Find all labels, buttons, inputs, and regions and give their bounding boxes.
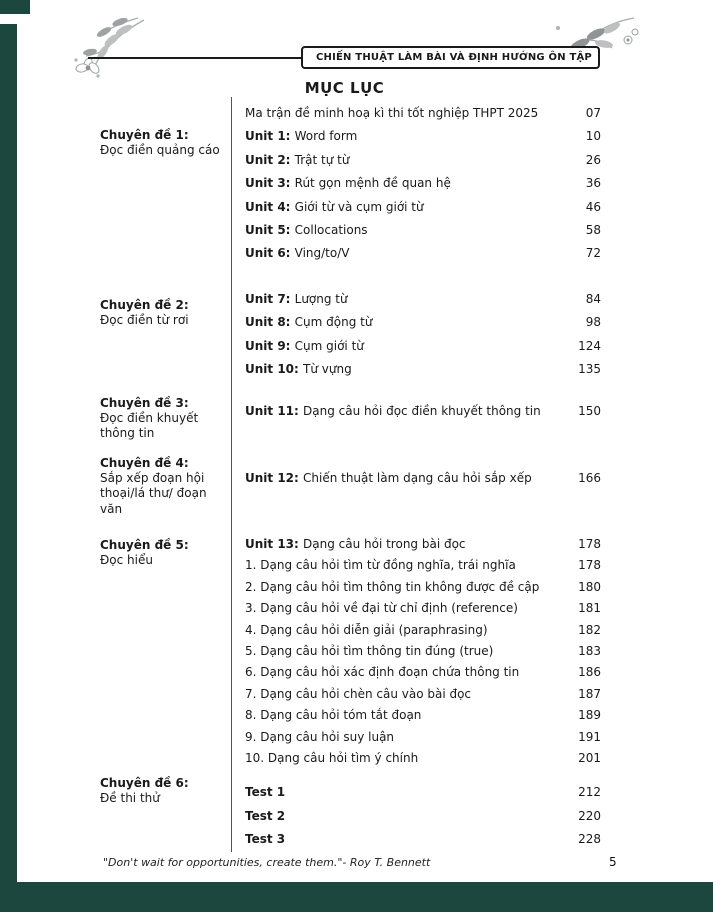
entry-prefix: Unit 13: xyxy=(245,537,303,551)
entry-prefix: Test 3 xyxy=(245,832,286,846)
topic-label: Chuyên đề 5: xyxy=(100,538,189,552)
entry-label xyxy=(245,534,466,555)
floral-decoration-icon xyxy=(66,14,148,80)
entry-label xyxy=(245,311,372,334)
entry-page: 150 xyxy=(578,404,601,418)
frame-bottom-bar xyxy=(0,882,713,912)
toc-entry xyxy=(245,242,601,265)
entry-page: 183 xyxy=(578,643,601,658)
entry-text: Lượng từ xyxy=(294,292,348,306)
entry-label xyxy=(245,555,516,576)
topic-desc: Đề thi thử xyxy=(100,791,160,806)
sidebar-topic-2 xyxy=(100,298,222,328)
entry-label xyxy=(245,288,348,311)
toc-entry xyxy=(245,805,601,829)
entry-page: 187 xyxy=(578,686,601,701)
entry-page: 84 xyxy=(585,292,601,306)
topic-label: Chuyên đề 6: xyxy=(100,776,189,790)
entry-page: 72 xyxy=(585,246,601,261)
entry-label xyxy=(245,577,539,598)
entry-label xyxy=(245,805,285,829)
entry-label xyxy=(245,748,418,769)
header-badge xyxy=(301,46,600,69)
sidebar-topic-5 xyxy=(100,538,222,568)
toc-entry xyxy=(245,748,601,769)
entry-prefix: Unit 8: xyxy=(245,315,295,330)
frame-left-bar xyxy=(0,24,17,882)
entry-label xyxy=(245,662,519,683)
entry-label xyxy=(245,149,349,172)
entry-label xyxy=(245,172,451,195)
entry-label xyxy=(245,196,424,219)
topic-desc: Đọc điền quảng cáo xyxy=(100,143,220,158)
toc-entry xyxy=(245,102,601,125)
toc-group-1 xyxy=(245,102,601,266)
entry-text: 8. Dạng câu hỏi tóm tắt đoạn xyxy=(245,708,422,723)
entry-page: 166 xyxy=(578,471,601,485)
topic-label: Chuyên đề 2: xyxy=(100,298,189,312)
toc-entry xyxy=(245,470,601,486)
toc-group-5 xyxy=(245,534,601,769)
entry-text: Từ vựng xyxy=(303,361,352,376)
toc-entry xyxy=(245,125,601,148)
entry-text: Trật tự từ xyxy=(294,152,350,167)
entry-label xyxy=(245,598,518,619)
entry-prefix: Unit 4: xyxy=(245,199,295,214)
toc-entry xyxy=(245,335,601,358)
toc-entry xyxy=(245,577,601,598)
entry-page: 180 xyxy=(578,579,601,594)
entry-page: 181 xyxy=(578,601,601,616)
toc-entry xyxy=(245,684,601,705)
entry-page: 58 xyxy=(585,222,601,237)
entry-prefix: Unit 1: xyxy=(245,129,295,144)
toc-entry xyxy=(245,358,601,381)
entry-text: 2. Dạng câu hỏi tìm thông tin không được đề cập xyxy=(245,579,540,594)
toc-entry xyxy=(245,828,601,852)
entry-label xyxy=(245,727,394,748)
entry-page: 186 xyxy=(578,665,601,680)
entry-text: Giới từ và cụm giới từ xyxy=(294,199,424,214)
entry-page: 07 xyxy=(585,106,601,120)
entry-prefix: Unit 6: xyxy=(245,246,295,261)
footer-quote: "Don't wait for opportunities, create them."- Roy T. Bennett xyxy=(103,856,431,869)
header-rule xyxy=(88,57,303,59)
entry-label xyxy=(245,403,541,419)
entry-page: 26 xyxy=(585,152,601,167)
entry-text: 7. Dạng câu hỏi chèn câu vào bài đọc xyxy=(245,686,472,701)
entry-text: Collocations xyxy=(294,222,368,237)
topic-desc: Đọc điền khuyết thông tin xyxy=(100,411,199,441)
toc-entry xyxy=(245,598,601,619)
entry-text: Dạng câu hỏi đọc điền khuyết thông tin xyxy=(303,404,541,418)
entry-label xyxy=(245,781,285,805)
entry-text: 3. Dạng câu hỏi về đại từ chỉ định (reference) xyxy=(245,601,518,616)
entry-page: 220 xyxy=(578,808,601,823)
toc-entry xyxy=(245,219,601,242)
entry-prefix: Unit 7: xyxy=(245,292,295,306)
entry-label xyxy=(245,358,352,381)
topic-desc: Đọc điền từ rơi xyxy=(100,313,189,328)
page-title: MỤC LỤC xyxy=(304,79,385,97)
entry-text: Dạng câu hỏi trong bài đọc xyxy=(303,537,466,551)
entry-text: 10. Dạng câu hỏi tìm ý chính xyxy=(245,750,419,765)
toc-group-4 xyxy=(245,470,601,486)
entry-label xyxy=(245,219,368,242)
entry-text: Rút gọn mệnh đề quan hệ xyxy=(294,176,451,191)
entry-prefix: Unit 11: xyxy=(245,404,303,418)
topic-label: Chuyên đề 4: xyxy=(100,456,189,470)
toc-entry xyxy=(245,620,601,641)
toc-entry xyxy=(245,641,601,662)
entry-prefix: Unit 12: xyxy=(245,471,303,485)
entry-text: Chiến thuật làm dạng câu hỏi sắp xếp xyxy=(303,471,532,485)
toc-entry xyxy=(245,149,601,172)
entry-page: 135 xyxy=(578,361,601,376)
sidebar-topic-6 xyxy=(100,776,222,806)
entry-text: Word form xyxy=(294,129,358,144)
entry-page: 98 xyxy=(585,315,601,330)
entry-text: Cụm động từ xyxy=(294,315,373,330)
toc-group-6 xyxy=(245,781,601,852)
toc-entry xyxy=(245,172,601,195)
entry-text: 4. Dạng câu hỏi diễn giải (paraphrasing) xyxy=(245,622,488,637)
entry-prefix: Test 2 xyxy=(245,808,286,823)
entry-text: Ma trận đề minh hoạ kì thi tốt nghiệp THPT 2025 xyxy=(245,106,539,120)
entry-label xyxy=(245,828,285,852)
toc-group-2 xyxy=(245,288,601,381)
entry-text: Ving/to/V xyxy=(294,246,350,261)
toc-entry xyxy=(245,781,601,805)
entry-page: 212 xyxy=(578,785,601,799)
entry-text: 6. Dạng câu hỏi xác định đoạn chứa thông tin xyxy=(245,665,520,680)
sidebar-topic-1 xyxy=(100,128,222,158)
topic-label: Chuyên đề 1: xyxy=(100,128,189,142)
entry-prefix: Unit 9: xyxy=(245,338,295,353)
column-divider xyxy=(231,97,232,852)
entry-label xyxy=(245,684,471,705)
topic-desc: Đọc hiểu xyxy=(100,553,153,568)
toc-entry xyxy=(245,534,601,555)
entry-page: 36 xyxy=(585,176,601,191)
toc-group-3 xyxy=(245,403,601,419)
topic-desc: Sắp xếp đoạn hội thoại/lá thư/ đoạn văn xyxy=(100,471,207,516)
entry-page: 178 xyxy=(578,558,601,573)
entry-label xyxy=(245,620,488,641)
sidebar-topic-3 xyxy=(100,396,222,442)
toc-entry xyxy=(245,662,601,683)
footer-page-number: 5 xyxy=(609,855,617,869)
entry-page: 191 xyxy=(578,729,601,744)
entry-page: 201 xyxy=(578,750,601,765)
entry-page: 46 xyxy=(585,199,601,214)
entry-page: 182 xyxy=(578,622,601,637)
toc-entry xyxy=(245,288,601,311)
entry-text: 9. Dạng câu hỏi suy luận xyxy=(245,729,395,744)
entry-label xyxy=(245,335,364,358)
entry-prefix: Unit 3: xyxy=(245,176,295,191)
entry-label xyxy=(245,102,538,125)
toc-entry xyxy=(245,705,601,726)
sidebar-topic-4 xyxy=(100,456,222,517)
entry-label xyxy=(245,705,421,726)
entry-prefix: Unit 2: xyxy=(245,152,295,167)
entry-text: 1. Dạng câu hỏi tìm từ đồng nghĩa, trái nghĩa xyxy=(245,558,516,573)
entry-page: 228 xyxy=(578,832,601,846)
entry-label xyxy=(245,242,349,265)
topic-label: Chuyên đề 3: xyxy=(100,396,189,410)
entry-page: 10 xyxy=(585,129,601,144)
entry-prefix: Unit 5: xyxy=(245,222,295,237)
entry-page: 178 xyxy=(578,537,601,551)
toc-entry xyxy=(245,311,601,334)
entry-text: 5. Dạng câu hỏi tìm thông tin đúng (true) xyxy=(245,643,494,658)
header-badge-label: CHIẾN THUẬT LÀM BÀI VÀ ĐỊNH HƯỚNG ÔN TẬP xyxy=(316,52,592,63)
entry-label xyxy=(245,470,532,486)
toc-entry xyxy=(245,403,601,419)
toc-entry xyxy=(245,727,601,748)
entry-label xyxy=(245,641,493,662)
frame-corner-block xyxy=(0,0,30,14)
entry-text: Cụm giới từ xyxy=(294,338,364,353)
toc-entry xyxy=(245,555,601,576)
entry-label xyxy=(245,125,357,148)
toc-entry xyxy=(245,196,601,219)
entry-prefix: Test 1 xyxy=(245,785,286,799)
entry-page: 124 xyxy=(578,338,601,353)
entry-page: 189 xyxy=(578,708,601,723)
entry-prefix: Unit 10: xyxy=(245,361,303,376)
